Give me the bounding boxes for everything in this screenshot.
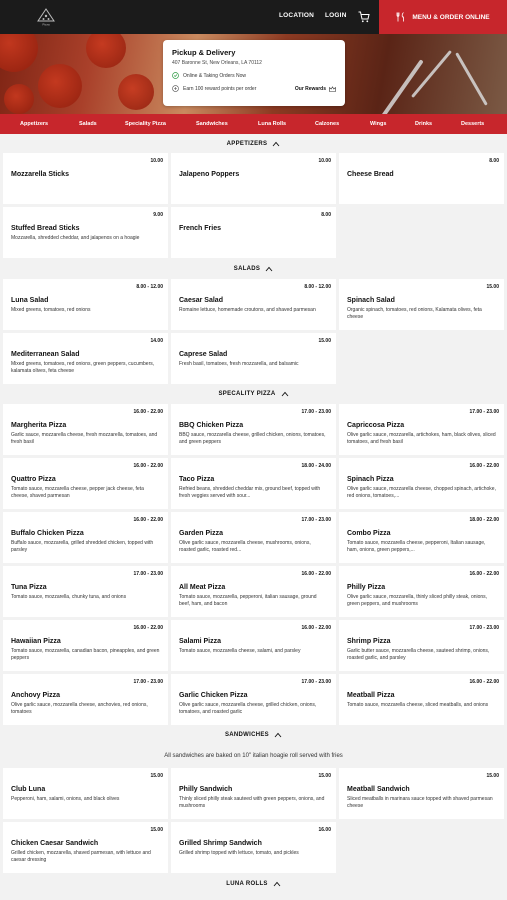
pepperoni-decoration <box>4 84 34 114</box>
plus-circle-icon <box>172 85 179 92</box>
crown-icon <box>329 86 336 92</box>
menu-item-card[interactable] <box>339 153 504 204</box>
item-price: 16.00 - 22.00 <box>469 463 499 469</box>
item-description: Garlic butter sauce, mozzarella cheese, sauteed shrimp, onions, roasted garlic, and parsley <box>347 648 490 662</box>
item-name: Mediterranean Salad <box>11 351 80 358</box>
item-name: Philly Sandwich <box>179 786 233 793</box>
item-description: Olive garlic sauce, mozzarella cheese, chopped spinach, artichoke, red onions, tomatoes,... <box>347 486 496 500</box>
item-price: 16.00 - 22.00 <box>133 625 163 631</box>
rewards-text: Earn 100 reward points per order <box>183 85 257 92</box>
item-description: Tomato sauce, mozzarella, chunky tuna, and onions <box>11 594 127 600</box>
item-price: 17.00 - 23.00 <box>469 625 499 631</box>
menu-item-card[interactable] <box>3 566 168 617</box>
item-description: Olive garlic sauce, mozzarella, thinly sliced philly steak, onions, green peppers, and mushrooms <box>347 594 488 608</box>
section-title: APPETIZERS <box>226 141 268 147</box>
chevron-up-icon <box>273 881 281 887</box>
item-price: 17.00 - 23.00 <box>301 679 331 685</box>
menu-item-card[interactable] <box>3 207 168 258</box>
item-price: 16.00 - 22.00 <box>133 463 163 469</box>
fork-decoration <box>411 50 452 98</box>
section-header-salads[interactable] <box>0 262 507 276</box>
menu-item-card[interactable] <box>171 674 336 725</box>
item-description: Thinly sliced philly steak sauteed with green peppers, onions, and mushrooms <box>179 796 325 810</box>
item-description: BBQ sauce, mozzarella cheese, grilled chicken, onions, tomatoes, and green peppers <box>179 432 326 446</box>
category-appetizers[interactable]: Appetizers <box>20 121 49 127</box>
item-name: All Meat Pizza <box>179 584 226 591</box>
section-header-sandwiches[interactable] <box>0 728 507 742</box>
item-price: 16.00 - 22.00 <box>133 409 163 415</box>
item-description: Tomato sauce, mozzarella cheese, sliced meatballs, and onions <box>347 702 489 708</box>
chevron-up-icon <box>265 266 273 272</box>
pizza-logo-icon[interactable] <box>36 8 56 26</box>
section-title: SALADS <box>233 266 261 272</box>
menu-item-card[interactable] <box>171 279 336 330</box>
item-name: Margherita Pizza <box>11 422 67 429</box>
section-title: LUNA ROLLS <box>226 881 268 887</box>
menu-item-card[interactable] <box>171 512 336 563</box>
item-name: Caesar Salad <box>179 297 223 304</box>
item-description: Olive garlic sauce, mozzarella cheese, anchovies, red onions, tomatoes <box>11 702 148 716</box>
item-price: 8.00 - 12.00 <box>304 284 331 290</box>
top-header <box>0 0 507 34</box>
menu-item-card[interactable] <box>339 566 504 617</box>
section-title: SPECALITY PIZZA <box>218 391 276 397</box>
fork-decoration <box>455 52 488 105</box>
pickup-delivery-title: Pickup & Delivery <box>172 48 236 57</box>
section-header-appetizers[interactable] <box>0 137 507 151</box>
item-price: 8.00 - 12.00 <box>136 284 163 290</box>
item-description: Tomato sauce, mozzarella cheese, pepperoni, Italian sausage, ham, onions, green peppers,... <box>347 540 486 554</box>
item-name: Garden Pizza <box>179 530 223 537</box>
item-name: Meatball Sandwich <box>347 786 410 793</box>
menu-item-card[interactable] <box>3 153 168 204</box>
item-description: Organic spinach, tomatoes, red onions, Kalamata olives, feta cheese <box>347 307 482 321</box>
item-name: Stuffed Bread Sticks <box>11 225 80 232</box>
item-name: Cheese Bread <box>347 171 394 178</box>
cta-label: MENU & ORDER ONLINE <box>412 13 490 21</box>
menu-item-card[interactable] <box>339 768 504 819</box>
item-name: French Fries <box>179 225 222 232</box>
item-name: Garlic Chicken Pizza <box>179 692 248 699</box>
menu-item-card[interactable] <box>3 333 168 384</box>
item-description: Buffalo sauce, mozzarella, grilled shredded chicken, topped with parsley <box>11 540 154 554</box>
menu-item-card[interactable] <box>3 822 168 873</box>
menu-item-card[interactable] <box>171 153 336 204</box>
item-description: Mozzarella, shredded cheddar, and jalapenos on a hoagie <box>11 235 140 241</box>
chevron-up-icon <box>272 141 280 147</box>
item-name: Spinach Pizza <box>347 476 394 483</box>
item-name: Buffalo Chicken Pizza <box>11 530 84 537</box>
item-description: Romaine lettuce, homemade croutons, and shaved parmesan <box>179 307 316 313</box>
menu-item-card[interactable] <box>3 768 168 819</box>
item-description: Garlic sauce, mozzarella cheese, fresh mozzarella, tomatoes, and fresh basil <box>11 432 158 446</box>
item-description: Pepperoni, ham, salami, onions, and black olives <box>11 796 120 802</box>
pepperoni-decoration <box>86 34 126 68</box>
chevron-up-icon <box>281 391 289 397</box>
menu-item-card[interactable] <box>3 620 168 671</box>
item-description: Fresh basil, tomatoes, fresh mozzarella, and balsamic <box>179 361 299 367</box>
item-name: Club Luna <box>11 786 46 793</box>
pepperoni-decoration <box>0 34 38 72</box>
pepperoni-decoration <box>118 74 154 110</box>
category-luna-rolls[interactable]: Luna Rolls <box>258 121 287 127</box>
category-nav <box>0 114 507 134</box>
menu-item-card[interactable] <box>3 458 168 509</box>
section-header-speciality-pizza[interactable] <box>0 387 507 401</box>
item-description: Olive garlic sauce, mozzarella cheese, mushrooms, onions, roasted garlic, roasted red... <box>179 540 311 554</box>
item-price: 17.00 - 23.00 <box>301 409 331 415</box>
category-desserts[interactable]: Desserts <box>461 121 485 127</box>
item-name: BBQ Chicken Pizza <box>179 422 244 429</box>
category-calzones[interactable]: Calzones <box>315 121 340 127</box>
item-name: Caprese Salad <box>179 351 228 358</box>
logo-text: Pizza <box>42 22 50 26</box>
item-description: Grilled shrimp topped with lettuce, tomato, and pickles <box>179 850 299 856</box>
item-name: Spinach Salad <box>347 297 395 304</box>
category-sandwiches[interactable]: Sandwiches <box>196 121 228 127</box>
item-price: 18.00 - 24.00 <box>301 463 331 469</box>
item-name: Hawaiian Pizza <box>11 638 61 645</box>
item-price: 16.00 - 22.00 <box>469 571 499 577</box>
menu-item-card[interactable] <box>339 404 504 455</box>
item-description: Grilled chicken, mozzarella, shaved parmesan, with lettuce and caesar dressing <box>11 850 151 864</box>
item-price: 15.00 <box>318 338 331 344</box>
item-description: Sliced meatballs in marinara sauce topped with shaved parmesan cheese <box>347 796 493 810</box>
menu-item-card[interactable] <box>171 458 336 509</box>
item-price: 16.00 <box>318 827 331 833</box>
category-salads[interactable]: Salads <box>79 121 97 127</box>
order-status-text: Online & Taking Orders Now <box>183 72 246 79</box>
item-description: Mixed greens, tomatoes, red onions <box>11 307 91 313</box>
category-wings[interactable]: Wings <box>370 121 387 127</box>
item-description: Tomato sauce, mozzarella cheese, salami, and parsley <box>179 648 301 654</box>
item-name: Salami Pizza <box>179 638 222 645</box>
our-rewards-label: Our Rewards <box>294 85 326 92</box>
fork-knife-icon <box>396 12 406 22</box>
item-price: 14.00 <box>150 338 163 344</box>
item-price: 16.00 - 22.00 <box>133 517 163 523</box>
item-description: Olive garlic sauce, mozzarella cheese, grilled chicken, onions, tomatoes, and roasted garlic <box>179 702 317 716</box>
item-name: Luna Salad <box>11 297 49 304</box>
item-price: 15.00 <box>150 773 163 779</box>
item-name: Taco Pizza <box>179 476 215 483</box>
item-price: 16.00 - 22.00 <box>469 679 499 685</box>
item-price: 17.00 - 23.00 <box>469 409 499 415</box>
item-description: Refried beans, shredded cheddar mix, ground beef, topped with fresh veggies served with sour... <box>179 486 321 500</box>
item-description: Tomato sauce, mozzarella, pepperoni, italian sausage, ground beef, ham, and bacon <box>179 594 317 608</box>
item-price: 17.00 - 23.00 <box>301 517 331 523</box>
menu-item-card[interactable] <box>171 404 336 455</box>
menu-item-card[interactable] <box>3 279 168 330</box>
menu-item-card[interactable] <box>171 333 336 384</box>
item-name: Meatball Pizza <box>347 692 395 699</box>
item-name: Anchovy Pizza <box>11 692 61 699</box>
item-price: 17.00 - 23.00 <box>133 571 163 577</box>
category-speciality-pizza[interactable]: Speciality Pizza <box>125 121 166 127</box>
item-price: 15.00 <box>150 827 163 833</box>
item-price: 9.00 <box>153 212 163 218</box>
item-description: Tomato sauce, mozzarella cheese, pepper jack cheese, feta cheese, shaved parmesan <box>11 486 144 500</box>
our-rewards-link[interactable] <box>295 86 336 92</box>
pickup-delivery-card <box>163 40 345 106</box>
item-name: Chicken Caesar Sandwich <box>11 840 99 847</box>
item-name: Jalapeno Poppers <box>179 171 240 178</box>
item-description: Olive garlic sauce, mozzarella, artichokes, ham, black olives, sliced tomatoes, and fresh basil <box>347 432 496 446</box>
menu-item-card[interactable] <box>171 620 336 671</box>
item-price: 8.00 <box>489 158 499 164</box>
item-price: 17.00 - 23.00 <box>133 679 163 685</box>
menu-item-card[interactable] <box>339 458 504 509</box>
item-name: Shrimp Pizza <box>347 638 391 645</box>
item-name: Capriccosa Pizza <box>347 422 405 429</box>
menu-item-card[interactable] <box>171 207 336 258</box>
pepperoni-decoration <box>38 64 82 108</box>
item-price: 16.00 - 22.00 <box>301 625 331 631</box>
item-name: Mozzarella Sticks <box>11 171 69 178</box>
menu-item-card[interactable] <box>171 822 336 873</box>
menu-item-card[interactable] <box>3 674 168 725</box>
menu-order-online-button[interactable] <box>379 0 507 34</box>
item-description: Mixed greens, tomatoes, red onions, green peppers, cucumbers, kalamata olives, feta cheese <box>11 361 155 375</box>
nav-location-link[interactable]: LOCATION <box>279 12 315 19</box>
item-price: 15.00 <box>486 284 499 290</box>
nav-login-link[interactable]: LOGIN <box>325 12 347 19</box>
shopping-cart-icon[interactable] <box>358 11 370 23</box>
menu-item-card[interactable] <box>339 674 504 725</box>
menu-item-card[interactable] <box>3 404 168 455</box>
item-name: Philly Pizza <box>347 584 386 591</box>
item-name: Combo Pizza <box>347 530 391 537</box>
order-status-row <box>172 72 336 79</box>
chevron-up-icon <box>274 732 282 738</box>
item-price: 10.00 <box>150 158 163 164</box>
sandwiches-note: All sandwiches are baked on 10" italian hoagie roll served with fries <box>164 753 343 759</box>
item-price: 16.00 - 22.00 <box>301 571 331 577</box>
menu-item-card[interactable] <box>171 566 336 617</box>
item-price: 15.00 <box>486 773 499 779</box>
store-address[interactable]: 407 Baronne St, New Orleans, LA 70112 <box>172 60 262 66</box>
item-name: Grilled Shrimp Sandwich <box>179 840 262 847</box>
menu-item-card[interactable] <box>171 768 336 819</box>
item-name: Quattro Pizza <box>11 476 56 483</box>
section-header-luna-rolls[interactable] <box>0 877 507 891</box>
menu-item-card[interactable] <box>339 620 504 671</box>
menu-item-card[interactable] <box>3 512 168 563</box>
menu-item-card[interactable] <box>339 279 504 330</box>
rewards-row <box>172 85 336 92</box>
category-drinks[interactable]: Drinks <box>415 121 433 127</box>
item-price: 8.00 <box>321 212 331 218</box>
check-circle-icon <box>172 72 179 79</box>
item-description: Tomato sauce, mozzarella, canadian bacon, pineapples, and green peppers <box>11 648 160 662</box>
item-price: 18.00 - 22.00 <box>469 517 499 523</box>
item-price: 10.00 <box>318 158 331 164</box>
item-price: 15.00 <box>318 773 331 779</box>
menu-item-card[interactable] <box>339 512 504 563</box>
item-name: Tuna Pizza <box>11 584 47 591</box>
section-title: SANDWICHES <box>224 732 269 738</box>
